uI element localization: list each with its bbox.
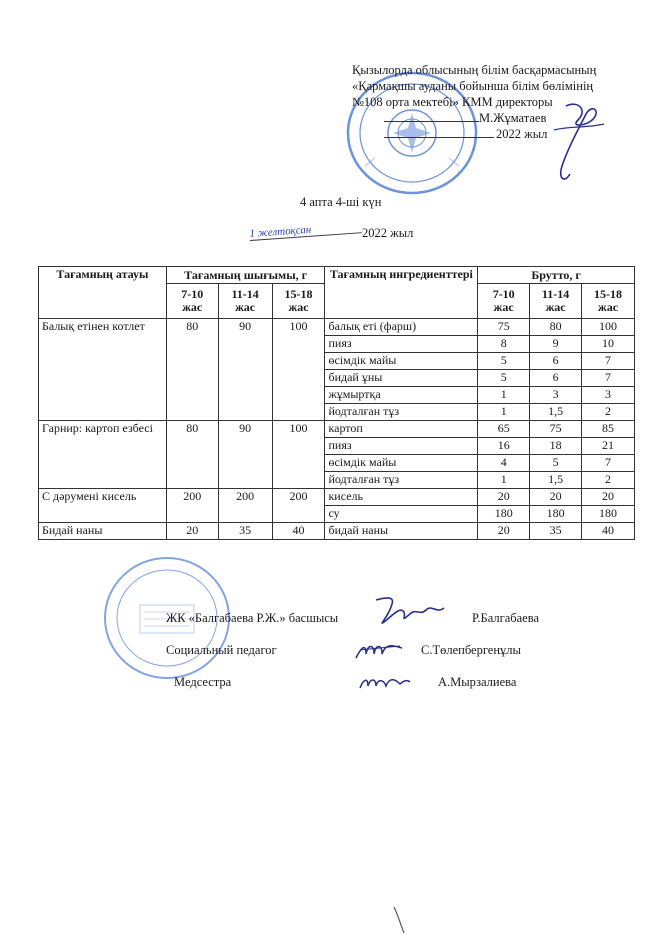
- header-brutto: Брутто, г: [478, 267, 635, 284]
- brutto-15-18: 100: [582, 319, 635, 336]
- header-output-age-15-18: 15-18 жас: [272, 284, 325, 319]
- brutto-11-14: 6: [530, 353, 582, 370]
- ingredient-name: балық еті (фарш): [325, 319, 478, 336]
- approval-year: 2022 жыл: [496, 127, 548, 141]
- ingredient-name: бидай ұны: [325, 370, 478, 387]
- brutto-15-18: 40: [582, 523, 635, 540]
- brutto-15-18: 85: [582, 421, 635, 438]
- table-row: [39, 489, 635, 506]
- header-brutto-age-15-18: 15-18 жас: [582, 284, 635, 319]
- brutto-15-18: 7: [582, 455, 635, 472]
- approval-line-3: №108 орта мектебі» КММ директоры: [352, 95, 553, 109]
- table-row: [39, 421, 635, 438]
- approval-line-1: Қызылорда облысының білім басқармасының: [352, 63, 597, 77]
- brutto-11-14: 1,5: [530, 472, 582, 489]
- week-day-label: 4 апта 4-ші күн: [300, 195, 382, 209]
- brutto-11-14: 180: [530, 506, 582, 523]
- brutto-7-10: 20: [478, 489, 530, 506]
- brutto-11-14: 5: [530, 455, 582, 472]
- ingredient-name: бидай наны: [325, 523, 478, 540]
- header-dish-name: Тағамның атауы: [39, 267, 167, 319]
- dish-output-7-10: 20: [166, 523, 218, 540]
- dish-output-15-18: 100: [272, 319, 325, 421]
- brutto-15-18: 2: [582, 404, 635, 421]
- ingredient-name: жұмыртқа: [325, 387, 478, 404]
- brutto-7-10: 5: [478, 370, 530, 387]
- ingredient-name: картоп: [325, 421, 478, 438]
- brutto-11-14: 3: [530, 387, 582, 404]
- table-row: [39, 523, 635, 540]
- menu-table: [38, 266, 635, 540]
- dish-output-7-10: 80: [166, 421, 218, 489]
- ingredient-name: өсімдік майы: [325, 455, 478, 472]
- approval-line-2: «Қармақшы ауданы бойынша білім бөлімінің: [352, 79, 594, 93]
- brutto-15-18: 10: [582, 336, 635, 353]
- handwritten-date: 1 желтоқсан: [249, 220, 362, 241]
- ingredient-name: йодталған тұз: [325, 404, 478, 421]
- header-output-age-7-10: 7-10 жас: [166, 284, 218, 319]
- header-brutto-age-11-14: 11-14 жас: [530, 284, 582, 319]
- dish-output-7-10: 200: [166, 489, 218, 523]
- edge-ink-mark: [392, 905, 406, 935]
- dish-output-15-18: 200: [272, 489, 325, 523]
- date-blank: [384, 126, 494, 138]
- dish-output-7-10: 80: [166, 319, 218, 421]
- signature-balgabaeva: [370, 592, 450, 632]
- brutto-7-10: 5: [478, 353, 530, 370]
- brutto-11-14: 80: [530, 319, 582, 336]
- brutto-7-10: 4: [478, 455, 530, 472]
- brutto-15-18: 180: [582, 506, 635, 523]
- brutto-11-14: 18: [530, 438, 582, 455]
- brutto-15-18: 21: [582, 438, 635, 455]
- signatory-name-3: А.Мырзалиева: [438, 675, 517, 689]
- dish-name: Бидай наны: [39, 523, 167, 540]
- signature-blank: [384, 110, 479, 122]
- header-brutto-age-7-10: 7-10 жас: [478, 284, 530, 319]
- signature-myrzalieva: [356, 670, 412, 694]
- signatory-name-1: Р.Балгабаева: [472, 611, 540, 625]
- dish-output-15-18: 100: [272, 421, 325, 489]
- signatory-title-3: Медсестра: [174, 675, 232, 689]
- ingredient-name: су: [325, 506, 478, 523]
- brutto-11-14: 75: [530, 421, 582, 438]
- brutto-7-10: 1: [478, 404, 530, 421]
- brutto-11-14: 20: [530, 489, 582, 506]
- menu-date: [249, 223, 414, 241]
- signature-tolepbergenuly: [352, 638, 408, 664]
- brutto-11-14: 1,5: [530, 404, 582, 421]
- brutto-7-10: 20: [478, 523, 530, 540]
- brutto-7-10: 180: [478, 506, 530, 523]
- brutto-11-14: 6: [530, 370, 582, 387]
- header-ingredients: Тағамның ингредиенттері: [325, 267, 478, 319]
- brutto-15-18: 20: [582, 489, 635, 506]
- dish-output-11-14: 200: [218, 489, 272, 523]
- brutto-15-18: 3: [582, 387, 635, 404]
- signatory-name-2: С.Төлепбергенұлы: [421, 643, 521, 657]
- ingredient-name: пияз: [325, 438, 478, 455]
- ingredient-name: кисель: [325, 489, 478, 506]
- ingredient-name: өсімдік майы: [325, 353, 478, 370]
- dish-name: С дәрумені кисель: [39, 489, 167, 523]
- brutto-7-10: 16: [478, 438, 530, 455]
- header-output-age-11-14: 11-14 жас: [218, 284, 272, 319]
- brutto-15-18: 7: [582, 353, 635, 370]
- brutto-7-10: 1: [478, 472, 530, 489]
- header-output: Тағамның шығымы, г: [166, 267, 325, 284]
- brutto-7-10: 75: [478, 319, 530, 336]
- dish-output-15-18: 40: [272, 523, 325, 540]
- director-name: М.Жұматаев: [479, 111, 547, 125]
- dish-name: Гарнир: картоп езбесі: [39, 421, 167, 489]
- brutto-7-10: 8: [478, 336, 530, 353]
- brutto-7-10: 1: [478, 387, 530, 404]
- dish-output-11-14: 35: [218, 523, 272, 540]
- director-signature: [548, 96, 608, 188]
- brutto-7-10: 65: [478, 421, 530, 438]
- dish-output-11-14: 90: [218, 319, 272, 421]
- dish-output-11-14: 90: [218, 421, 272, 489]
- signatory-title-1: ЖК «Балгабаева Р.Ж.» басшысы: [166, 611, 339, 625]
- brutto-15-18: 7: [582, 370, 635, 387]
- brutto-11-14: 9: [530, 336, 582, 353]
- menu-date-year: 2022 жыл: [362, 226, 414, 240]
- brutto-15-18: 2: [582, 472, 635, 489]
- signatory-title-2: Социальный педагог: [166, 643, 277, 657]
- table-row: [39, 319, 635, 336]
- ingredient-name: пияз: [325, 336, 478, 353]
- brutto-11-14: 35: [530, 523, 582, 540]
- dish-name: Балық етінен котлет: [39, 319, 167, 421]
- ingredient-name: йодталған тұз: [325, 472, 478, 489]
